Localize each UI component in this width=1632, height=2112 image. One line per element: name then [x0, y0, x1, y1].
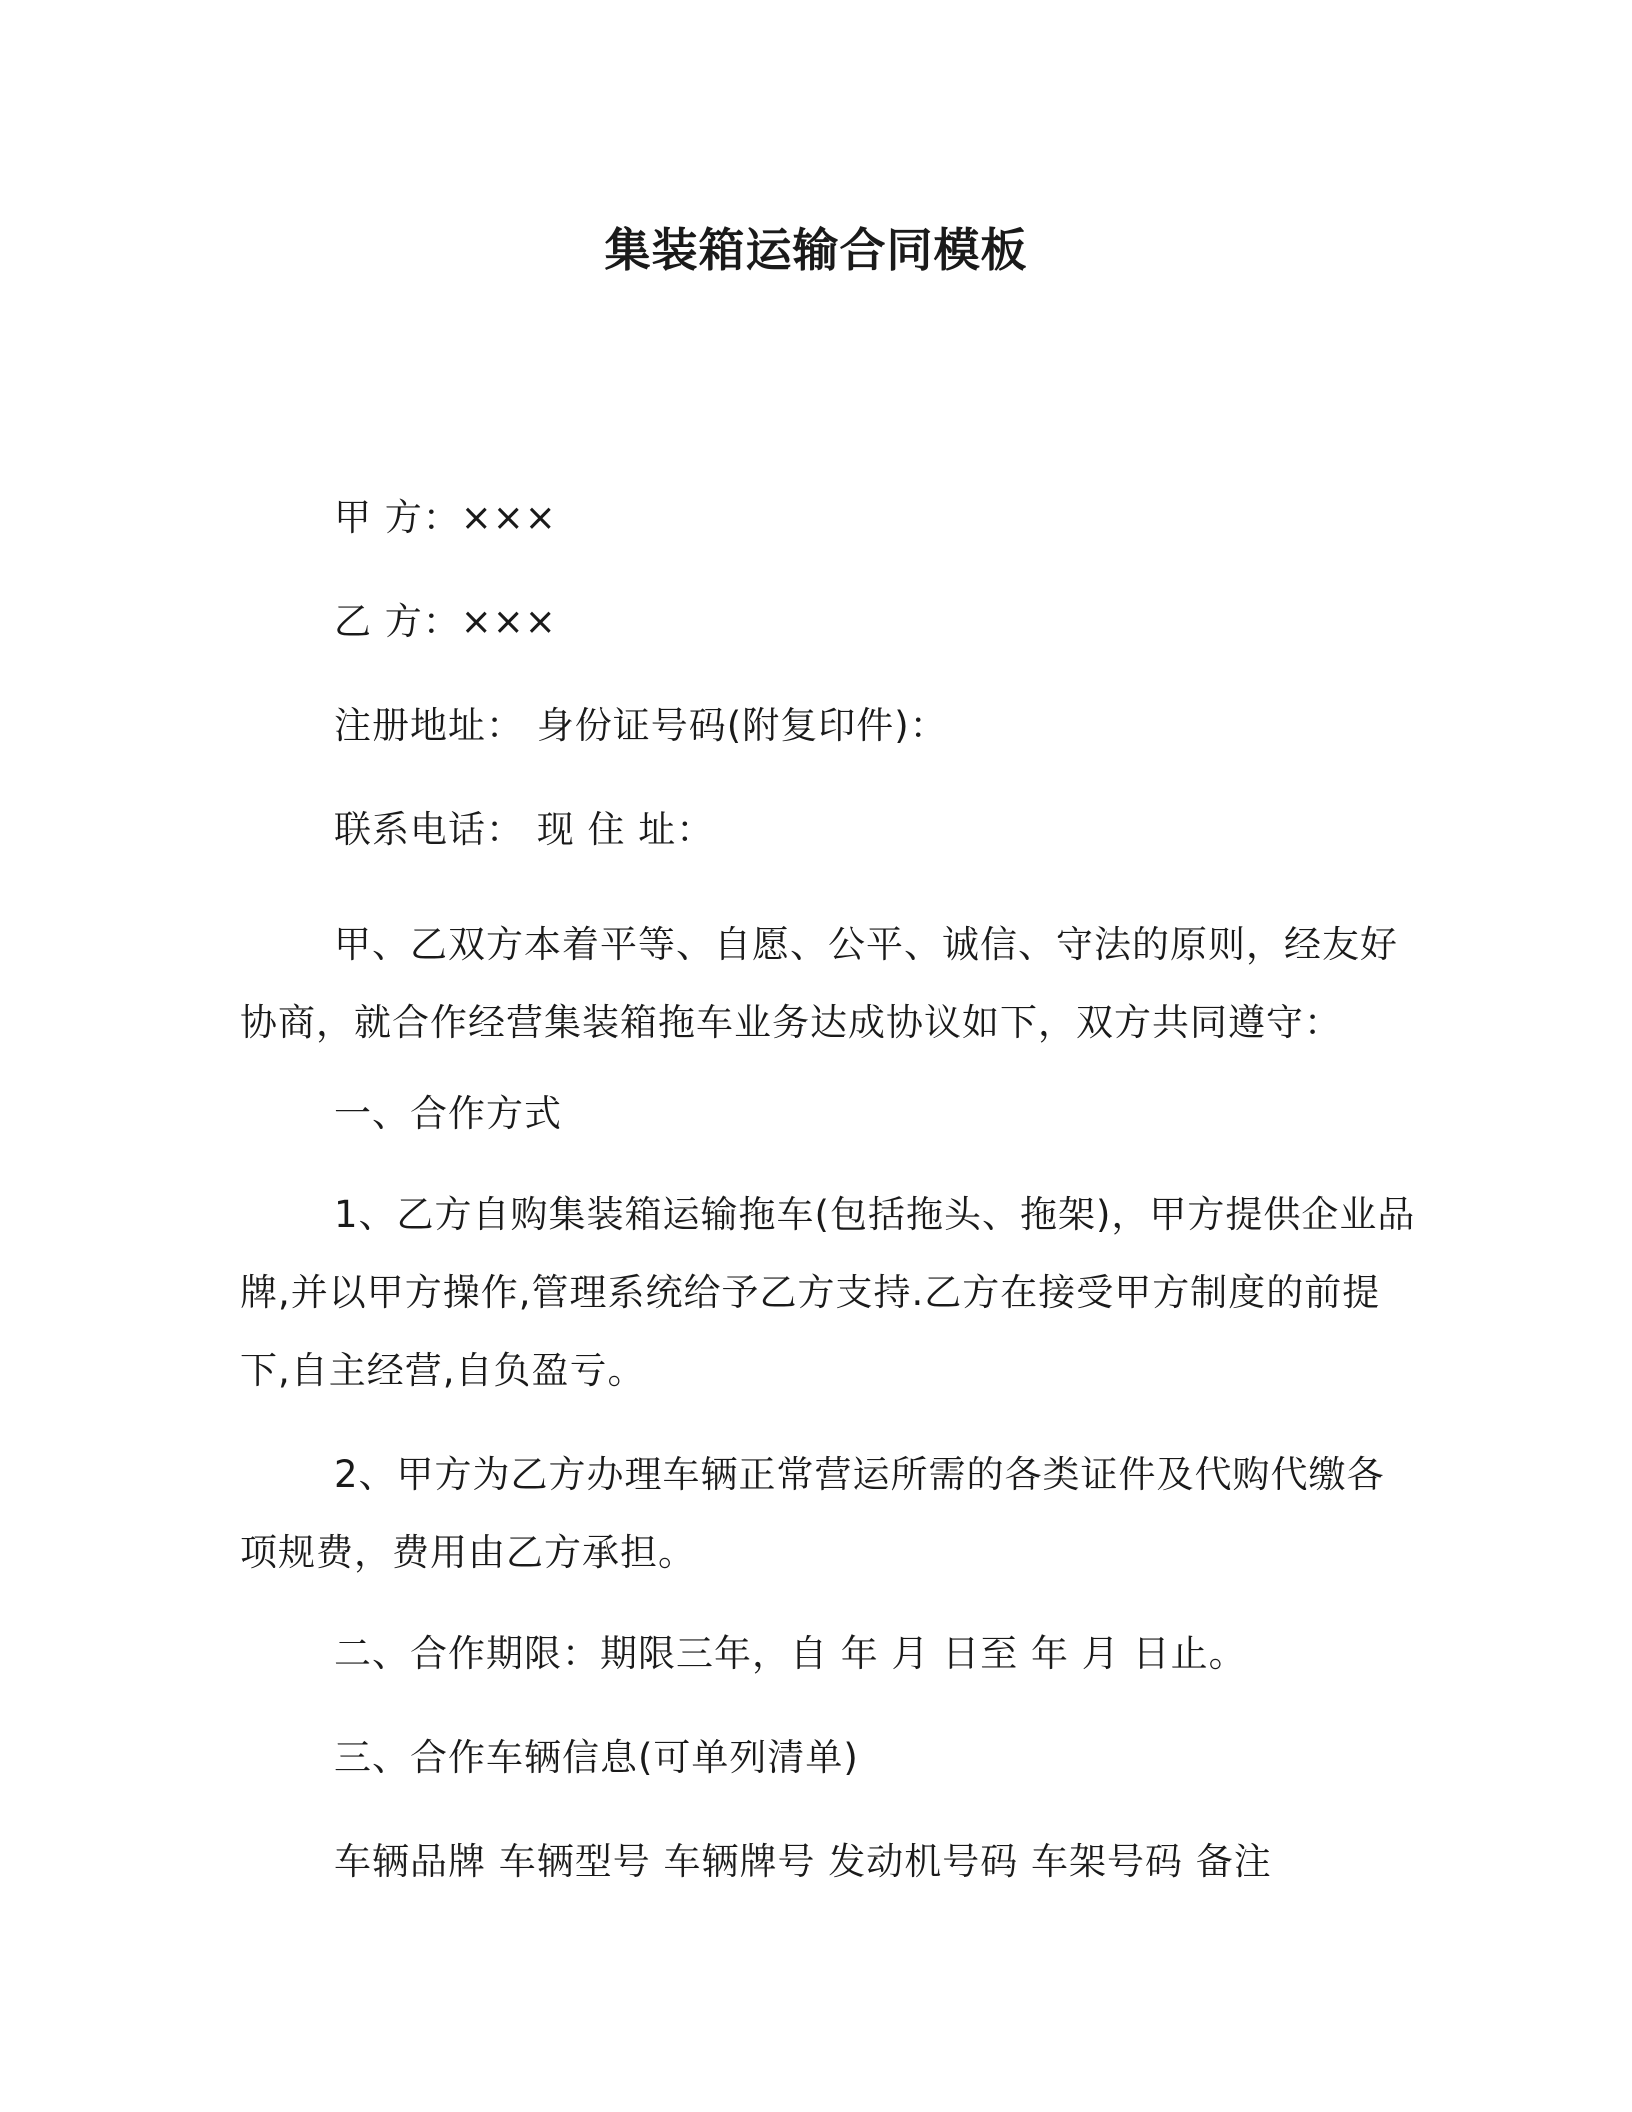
clause-1-line: 1、乙方自购集装箱运输拖车(包括拖头、拖架)，甲方提供企业品 [334, 1193, 1416, 1236]
intro-line: 甲、乙双方本着平等、自愿、公平、诚信、守法的原则，经友好 [334, 923, 1398, 966]
vehicle-columns-line: 车辆品牌 车辆型号 车辆牌号 发动机号码 车架号码 备注 [334, 1840, 1272, 1883]
clause-2-line: 项规费，费用由乙方承担。 [240, 1531, 696, 1574]
clause-1-line: 牌,并以甲方操作,管理系统给予乙方支持.乙方在接受甲方制度的前提 [240, 1271, 1381, 1314]
clause-2-line: 2、甲方为乙方办理车辆正常营运所需的各类证件及代购代缴各 [334, 1453, 1385, 1496]
intro-paragraph [240, 906, 1398, 1062]
clause-1-line: 下,自主经营,自负盈亏。 [240, 1349, 646, 1392]
party-b-line: 乙 方：××× [334, 600, 557, 643]
address-line: 注册地址： 身份证号码(附复印件)： [334, 704, 948, 747]
section-1-heading: 一、合作方式 [334, 1092, 562, 1135]
section-2-heading: 二、合作期限：期限三年，自 年 月 日至 年 月 日止。 [334, 1632, 1247, 1675]
clause-1-paragraph [240, 1176, 1416, 1410]
document-title: 集装箱运输合同模板 [604, 223, 1028, 277]
party-a-line: 甲 方：××× [334, 496, 557, 539]
clause-2-paragraph [240, 1436, 1390, 1592]
intro-line: 协商，就合作经营集装箱拖车业务达成协议如下，双方共同遵守： [240, 1001, 1342, 1044]
contact-line: 联系电话： 现 住 址： [334, 808, 715, 851]
section-3-heading: 三、合作车辆信息(可单列清单) [334, 1736, 859, 1779]
